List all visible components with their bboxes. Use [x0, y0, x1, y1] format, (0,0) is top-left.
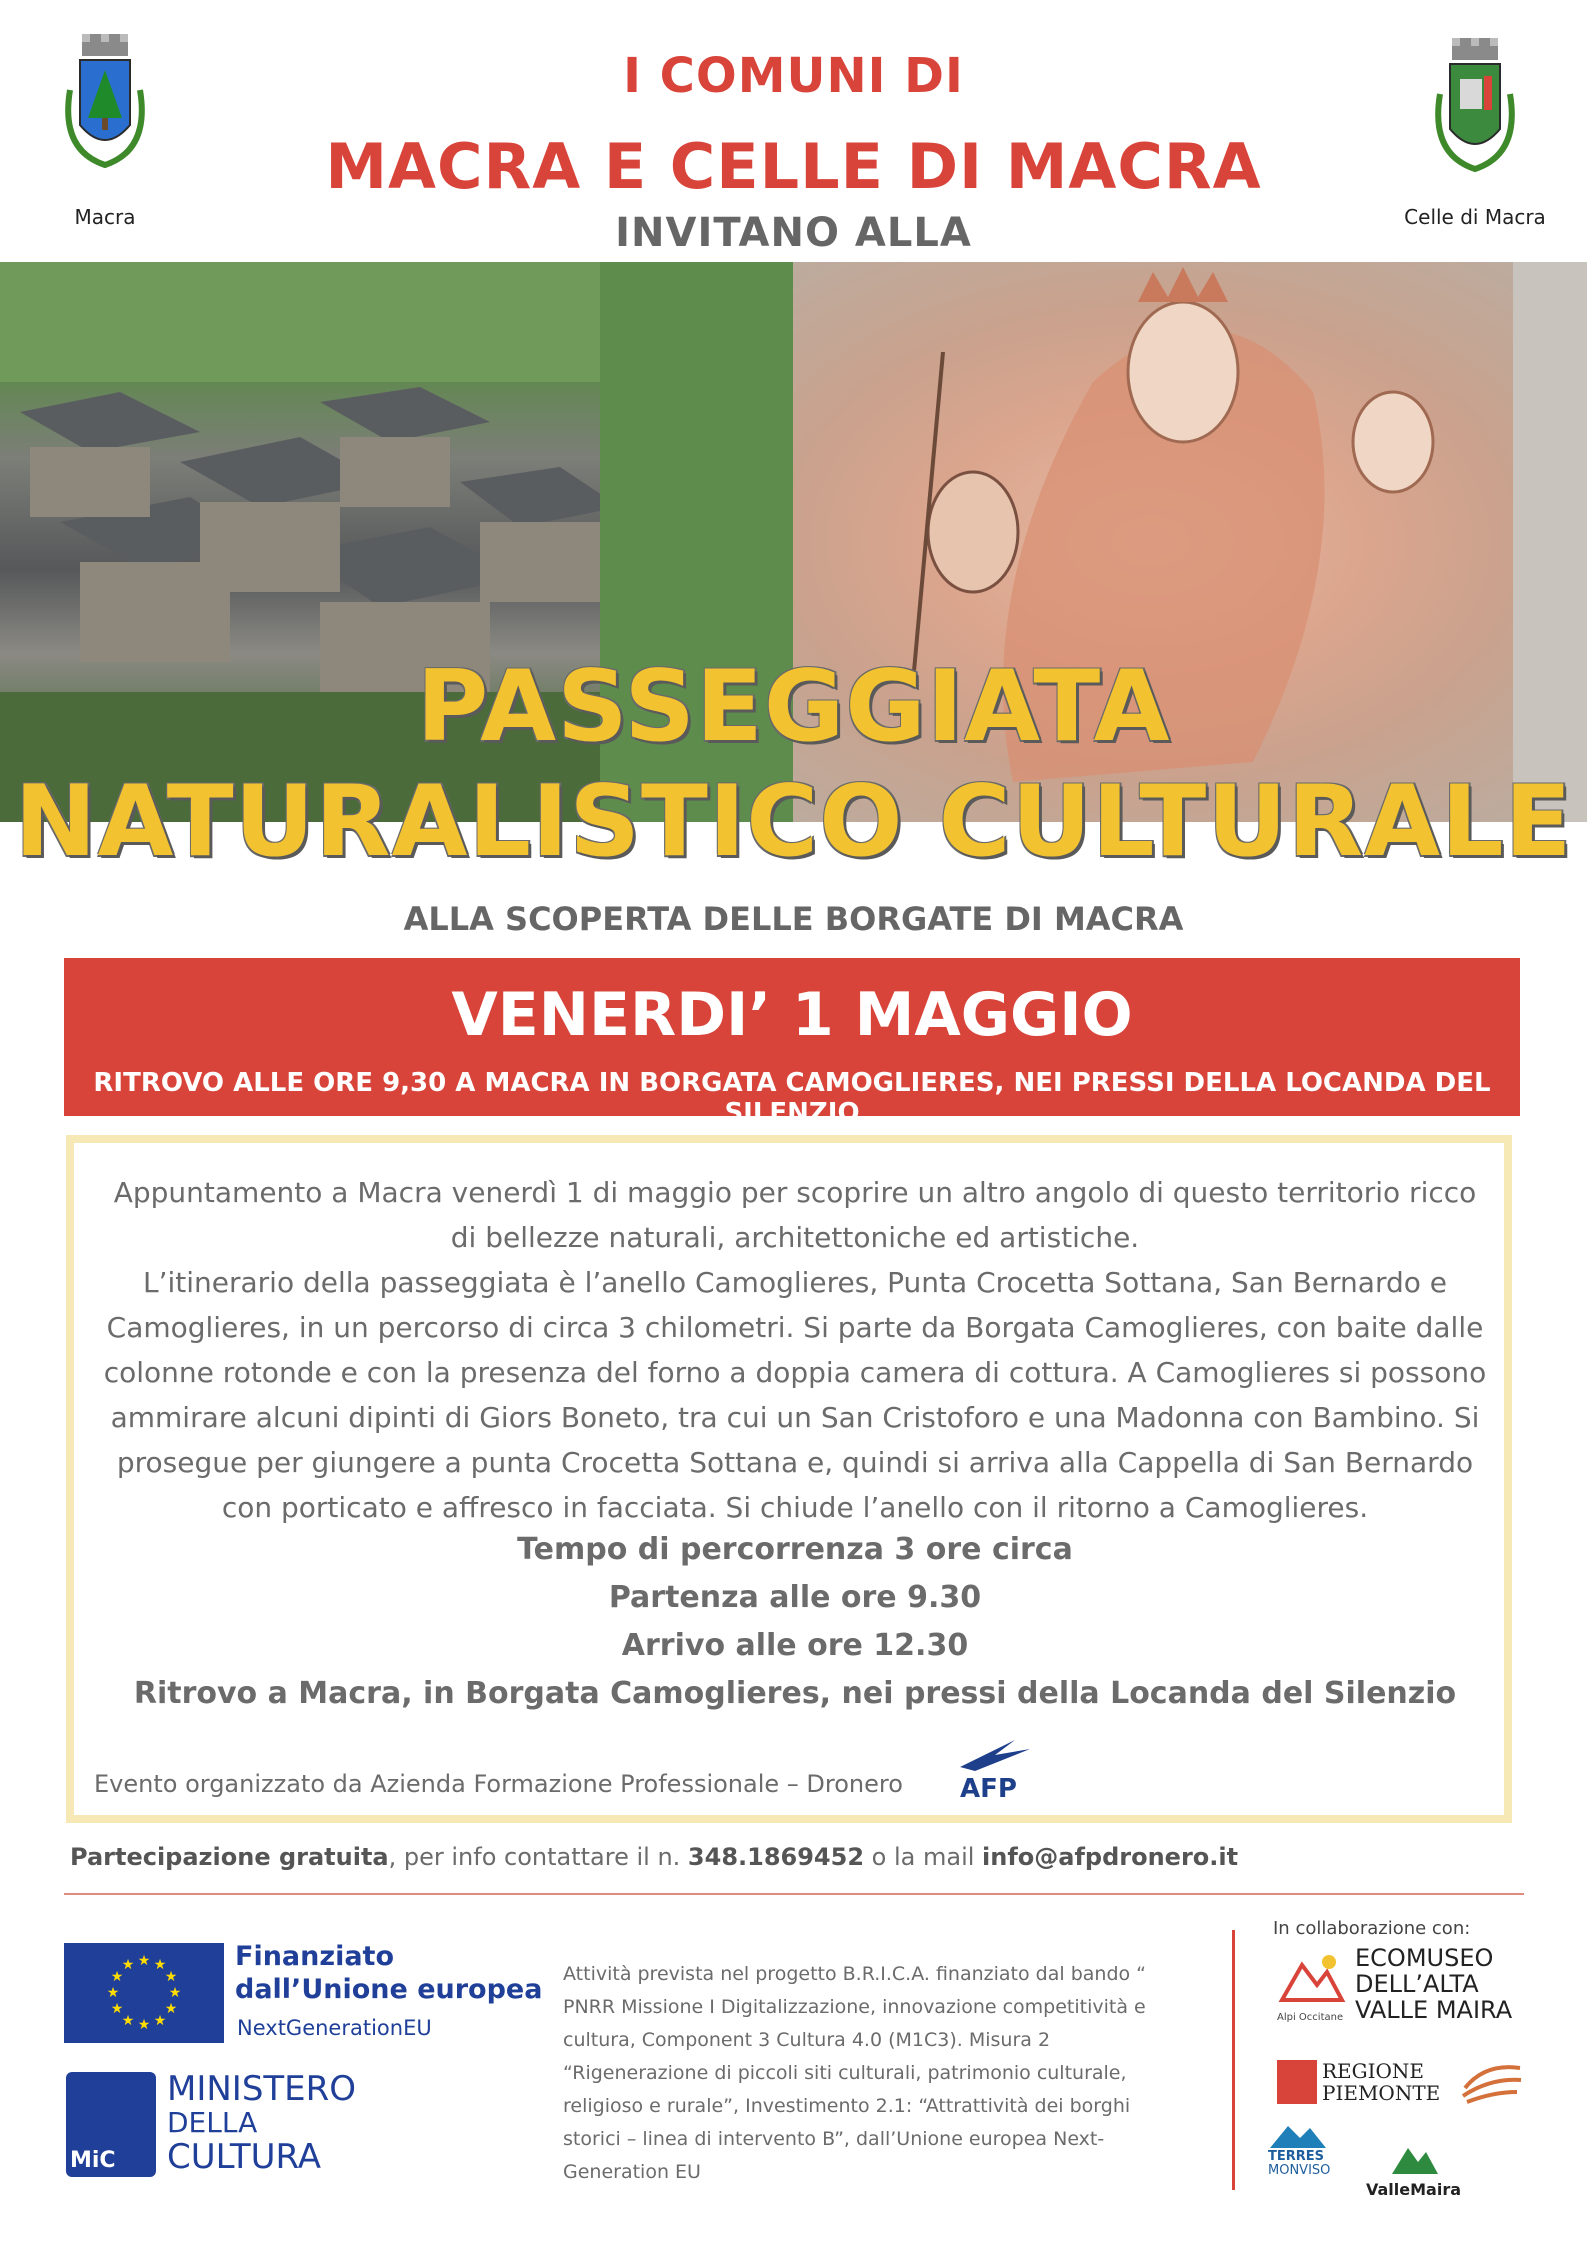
- description-paragraph-1: Appuntamento a Macra venerdì 1 di maggio per scoprire un altro angolo di questo territorio ricco di bellezze naturali, architettoniche ed artistiche.: [113, 1176, 1477, 1254]
- macra-crest-icon: [50, 30, 160, 200]
- description-paragraph-2: L’itinerario della passeggiata è l’anello Camoglieres, Punta Crocetta Sottana, San Bernardo e Camoglieres, in un percorso di circa 3 chilometri. Si parte da Borgata Camoglieres, con baite dalle colonne rotonde e con la presenza del forno a doppia camera di cottura. A Camoglieres si possono ammirare alcuni dipinti di Giors Boneto, tra cui un San Cristoforo e una Madonna con Bambino. Si prosegue per giungere a punta Crocetta Sottana e, quindi si arriva alla Cappella di San Bernardo con porticato e affresco in facciata. Si chiude l’anello con il ritorno a Camoglieres.: [103, 1266, 1487, 1524]
- ministry-line-2: DELLA: [167, 2106, 258, 2139]
- contact-email[interactable]: info@afpdronero.it: [982, 1843, 1239, 1871]
- macra-crest: [50, 30, 160, 200]
- footer-divider: [1232, 1930, 1235, 2190]
- svg-text:★: ★: [137, 1953, 151, 1969]
- afp-logo-icon: [955, 1735, 1035, 1775]
- eu-flag-icon: [64, 1943, 224, 2043]
- celle-caption: Celle di Macra: [1404, 205, 1546, 229]
- occitan-hand-logo-icon: [1455, 2058, 1527, 2108]
- svg-text:★: ★: [121, 2013, 135, 2029]
- header-line-2: MACRA E CELLE DI MACRA: [325, 130, 1262, 203]
- vallemaira-label: ValleMaira: [1366, 2180, 1462, 2199]
- departure-time: Partenza alle ore 9.30: [608, 1580, 982, 1615]
- ministry-label: [167, 2069, 357, 2177]
- ecomuseo-line-2: DELL’ALTA: [1355, 1970, 1479, 1998]
- funding-text: Attività prevista nel progetto B.R.I.C.A. finanziato dal bando “ PNRR Missione I Digitalizzazione, innovazione competitività e cultura, Component 3 Cultura 4.0 (M1C3). Misura 2 “Rigenerazione di piccoli siti culturali, patrimonio culturale, religioso e rurale”, Investimento 2.1: “Attrattività dei borghi storici – linea di intervento B”, dall’Unione europea Next-Generation EU: [563, 1963, 1147, 2183]
- svg-text:★: ★: [121, 1957, 135, 1973]
- terres-monviso-logo-icon: [1268, 2120, 1328, 2150]
- meeting-point: Ritrovo a Macra, in Borgata Camoglieres, nei pressi della Locanda del Silenzio: [133, 1676, 1457, 1711]
- afp-logo-text: AFP: [960, 1774, 1017, 1804]
- terres-line-1: TERRES: [1268, 2149, 1325, 2164]
- ecomuseo-line-1: ECOMUSEO: [1355, 1944, 1494, 1972]
- arrival-time: Arrivo alle ore 12.30: [621, 1628, 969, 1663]
- terres-line-2: MONVISO: [1268, 2163, 1331, 2178]
- celle-crest: [1420, 34, 1530, 204]
- regione-line-1: REGIONE: [1322, 2059, 1425, 2083]
- svg-text:★: ★: [168, 1985, 182, 2001]
- vallemaira-logo-icon: [1390, 2140, 1440, 2176]
- alpi-occitane: Alpi Occitane: [1277, 2012, 1344, 2023]
- svg-text:★: ★: [164, 1969, 178, 1985]
- mic-logo-icon: [66, 2072, 156, 2177]
- svg-text:★: ★: [106, 1985, 120, 2001]
- contact-line: [70, 1843, 1238, 1871]
- svg-text:★: ★: [110, 1969, 124, 1985]
- event-title-line-2: NATURALISTICO CULTURALE: [14, 765, 1573, 879]
- eu-line-1: Finanziato: [235, 1941, 395, 1972]
- regione-line-2: PIEMONTE: [1322, 2081, 1441, 2105]
- event-date: VENERDI’ 1 MAGGIO: [451, 980, 1133, 1050]
- mic-mark: MiC: [70, 2148, 116, 2173]
- terres-monviso-label: [1268, 2150, 1330, 2178]
- svg-text:★: ★: [153, 2013, 167, 2029]
- walk-duration: Tempo di percorrenza 3 ore circa: [517, 1532, 1073, 1567]
- svg-text:★: ★: [110, 2001, 124, 2017]
- ministry-line-1: MINISTERO: [167, 2069, 357, 2109]
- divider: [64, 1893, 1524, 1895]
- eu-line-2: dall’Unione europea: [235, 1974, 543, 2005]
- eu-funding-label: [235, 1940, 542, 2006]
- organizer-text: Evento organizzato da Azienda Formazione Professionale – Dronero: [94, 1770, 903, 1798]
- ministry-line-3: CULTURA: [167, 2137, 322, 2177]
- svg-text:★: ★: [137, 2017, 151, 2033]
- collaboration-label: In collaborazione con:: [1273, 1918, 1471, 1939]
- regione-piemonte-label: [1322, 2060, 1440, 2104]
- celle-crest-icon: [1420, 34, 1530, 204]
- event-meeting: RITROVO ALLE ORE 9,30 A MACRA IN BORGATA CAMOGLIERES, NEI PRESSI DELLA LOCANDA DEL SILENZIO: [93, 1068, 1491, 1128]
- event-title-line-1: PASSEGGIATA: [416, 650, 1171, 764]
- macra-caption: Macra: [74, 205, 136, 229]
- event-subtitle: ALLA SCOPERTA DELLE BORGATE DI MACRA: [403, 900, 1184, 938]
- ecomuseo-logo-icon: [1277, 1950, 1347, 2010]
- description-text: [100, 1170, 1490, 1530]
- svg-text:★: ★: [164, 2001, 178, 2017]
- header-line-3: INVITANO ALLA: [615, 210, 972, 256]
- header-line-1: I COMUNI DI: [623, 48, 964, 104]
- regione-piemonte-shield-icon: [1277, 2060, 1317, 2104]
- free-participation: Partecipazione gratuita: [70, 1843, 389, 1871]
- contact-phone[interactable]: 348.1869452: [687, 1843, 865, 1871]
- ecomuseo-line-3: VALLE MAIRA: [1355, 1996, 1513, 2024]
- ecomuseo-label: [1355, 1945, 1512, 2023]
- contact-text: , per info contattare il n.: [388, 1843, 688, 1871]
- svg-text:★: ★: [153, 1957, 167, 1973]
- contact-mail-text: o la mail: [864, 1843, 983, 1871]
- eu-line-3: NextGenerationEU: [237, 2016, 432, 2040]
